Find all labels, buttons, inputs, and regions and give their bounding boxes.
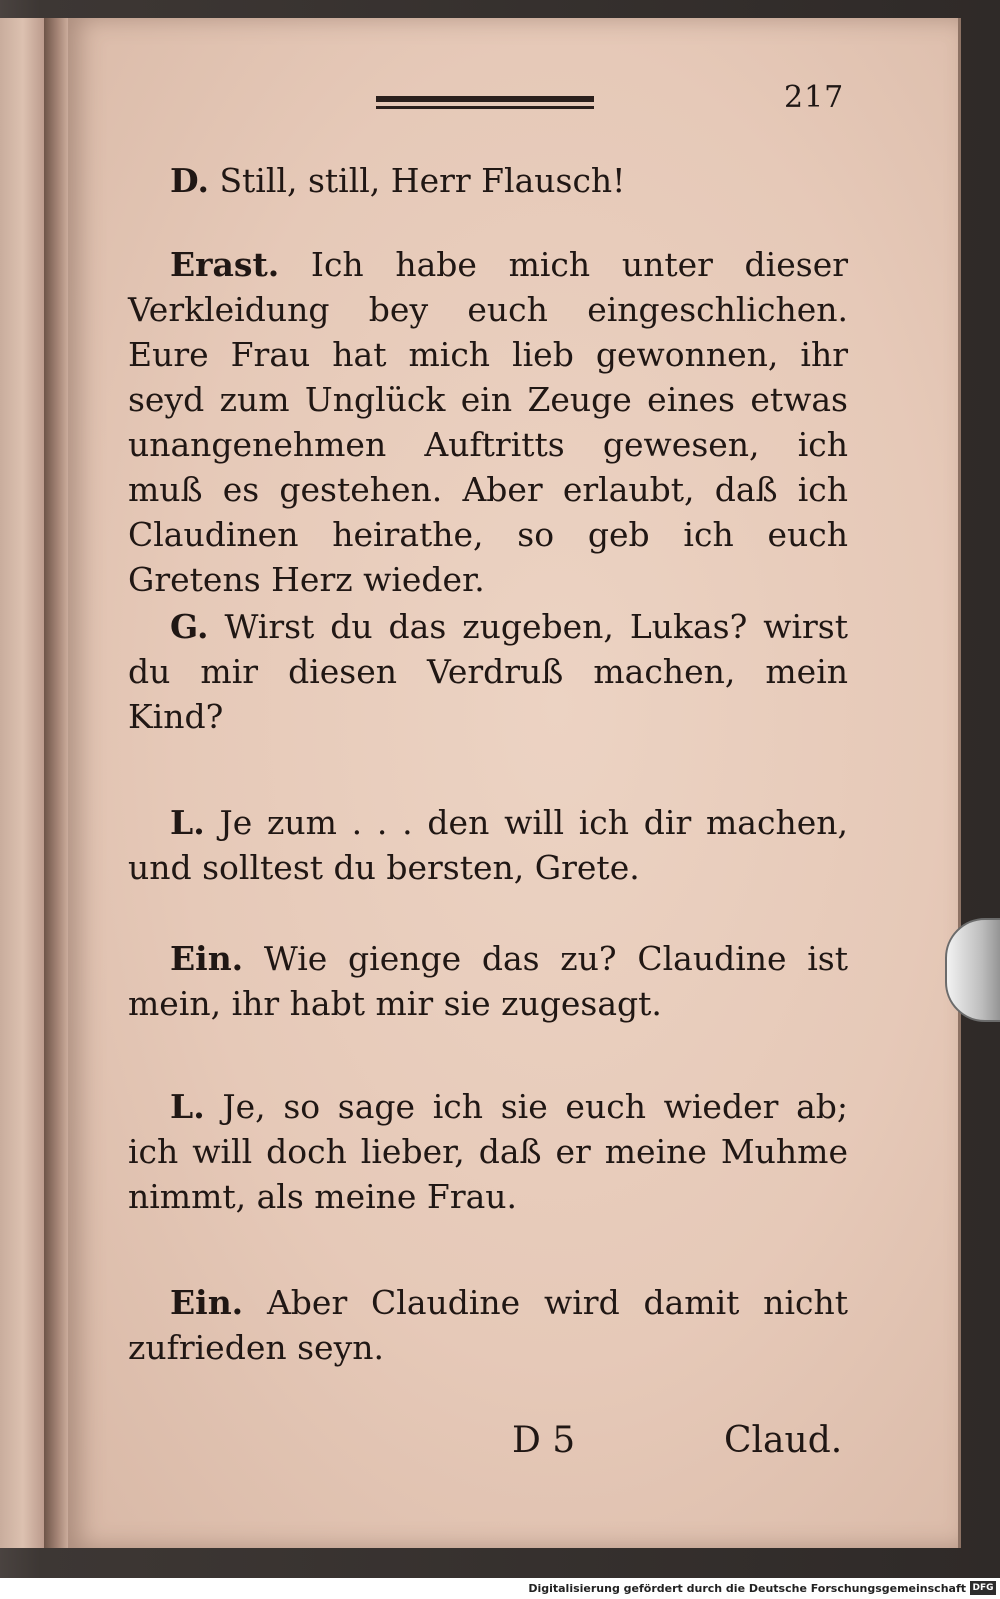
speaker: L. [170, 1087, 205, 1126]
speaker: Erast. [170, 245, 280, 284]
signature-mark: D 5 [512, 1420, 576, 1461]
dfg-logo: DFG [970, 1581, 996, 1595]
catchword: Claud. [724, 1420, 843, 1461]
speech-text: Wirst du das zugeben, Lukas? wirst du mir diesen Verdruß machen, mein Kind? [128, 607, 848, 736]
speaker: L. [170, 803, 205, 842]
paragraph-6 [128, 1084, 848, 1219]
header-rule-thick [376, 96, 594, 102]
paragraph-3 [128, 604, 848, 739]
header-rule [376, 96, 594, 112]
paragraph-7 [128, 1280, 848, 1370]
header-rule-thin [376, 106, 594, 109]
scanner-clip [945, 918, 1000, 1022]
speech-text: Wie gienge das zu? Claudine ist mein, ihr habt mir sie zugesagt. [128, 939, 848, 1023]
speaker: Ein. [170, 939, 244, 978]
paragraph-2 [128, 242, 848, 602]
paragraph-4 [128, 800, 848, 890]
speaker: G. [170, 607, 209, 646]
speech-text: Still, still, Herr Flausch! [219, 161, 626, 200]
speaker: Ein. [170, 1283, 244, 1322]
speech-text: Je, so sage ich sie euch wieder ab; ich will doch lieber, daß er meine Muhme nimmt, als meine Frau. [128, 1087, 848, 1216]
speaker: D. [170, 161, 209, 200]
page-number: 217 [784, 80, 845, 115]
paragraph-5 [128, 936, 848, 1026]
book-gutter [44, 18, 70, 1548]
speech-text: Aber Claudine wird damit nicht zufrieden seyn. [128, 1283, 848, 1367]
paragraph-1 [128, 158, 848, 203]
speech-text: Ich habe mich unter dieser Verkleidung bey euch eingeschlichen. Eure Frau hat mich lieb gewonnen, ihr seyd zum Unglück ein Zeuge eines etwas unangenehmen Auftritts gewesen, ich muß es gestehen. Aber erlaubt, daß ich Claudinen heirathe, so geb ich euch Gretens Herz wieder. [128, 245, 848, 599]
facing-page-edge [0, 18, 48, 1548]
speech-text: Je zum . . . den will ich dir machen, und solltest du bersten, Grete. [128, 803, 848, 887]
digitization-credit: Digitalisierung gefördert durch die Deutsche Forschungsgemeinschaft [528, 1582, 966, 1595]
